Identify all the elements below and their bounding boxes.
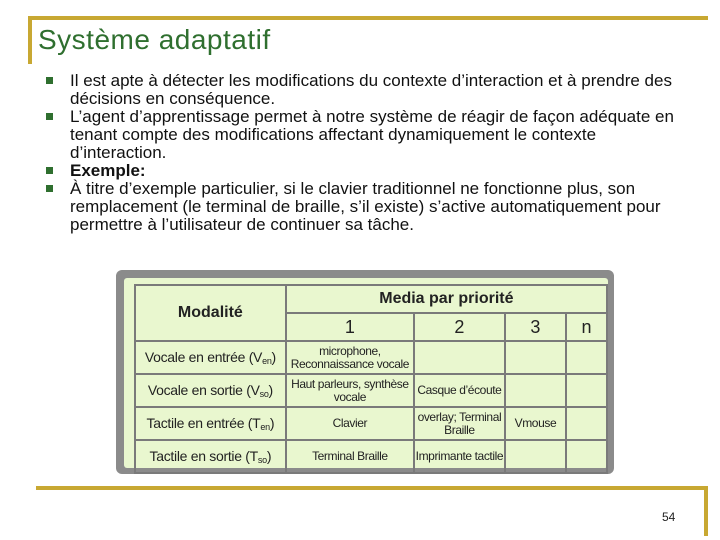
bullet-item <box>44 72 694 108</box>
bullet-text-bold: Exemple: <box>70 161 146 180</box>
table-cell <box>414 341 505 374</box>
table-row <box>135 407 607 440</box>
table-row <box>135 374 607 407</box>
bullet-list <box>44 72 694 234</box>
table-cell <box>566 407 607 440</box>
table-cell: Imprimante tactile <box>414 440 505 473</box>
table-cell <box>505 374 566 407</box>
table-cell: overlay; Terminal Braille <box>414 407 505 440</box>
bullet-item <box>44 162 694 180</box>
table-cell: Terminal Braille <box>286 440 414 473</box>
row-label: Tactile en sortie $(T_{so})$ <box>135 440 286 473</box>
row-label: Vocale en sortie $(V_{so})$ <box>135 374 286 407</box>
square-bullet-icon <box>46 113 53 120</box>
table-row <box>135 440 607 473</box>
row-label: Tactile en entrée $(T_{en})$ <box>135 407 286 440</box>
bullet-item <box>44 180 694 234</box>
bullet-item <box>44 108 694 162</box>
frame-top-line <box>28 16 708 20</box>
square-bullet-icon <box>46 167 53 174</box>
page-number: 54 <box>662 510 676 524</box>
table-cell: Vmouse <box>505 407 566 440</box>
table-cell: Haut parleurs, synthèse vocale <box>286 374 414 407</box>
slide-title: Système adaptatif <box>38 24 271 55</box>
table-cell <box>566 341 607 374</box>
table-cell <box>505 341 566 374</box>
modality-table-background <box>124 278 608 468</box>
bullet-text: L’agent d’apprentissage permet à notre système de réagir de façon adéquate en tenant compte des modifications affectant dynamiquement le contexte d’interaction. <box>70 107 674 162</box>
square-bullet-icon <box>46 77 53 84</box>
priority-header: 2 <box>414 313 505 341</box>
frame-bottom-line <box>36 486 708 490</box>
table-cell <box>505 440 566 473</box>
priority-header: 3 <box>505 313 566 341</box>
modality-table-frame <box>116 270 614 474</box>
priority-header: n <box>566 313 607 341</box>
row-label: Vocale en entrée $(V_{en})$ <box>135 341 286 374</box>
modality-table <box>134 284 608 474</box>
table-cell <box>566 374 607 407</box>
square-bullet-icon <box>46 185 53 192</box>
priority-header: 1 <box>286 313 414 341</box>
bullet-text: À titre d’exemple particulier, si le clavier traditionnel ne fonctionne plus, son remplacement (le terminal de braille, s’il existe) s’active automatiquement pour permettre à l’utilisateur de continuer sa tâche. <box>70 179 661 234</box>
header-modalite: Modalité <box>135 285 286 341</box>
table-row <box>135 341 607 374</box>
table-cell: microphone, Reconnaissance vocale <box>286 341 414 374</box>
table-cell: Casque d’écoute <box>414 374 505 407</box>
header-media-priorite: Media par priorité <box>286 285 607 313</box>
table-cell <box>566 440 607 473</box>
bullet-text: Il est apte à détecter les modifications du contexte d’interaction et à prendre des décisions en conséquence. <box>70 71 672 108</box>
table-cell: Clavier <box>286 407 414 440</box>
frame-left-line <box>28 16 32 64</box>
frame-right-line <box>704 486 708 536</box>
